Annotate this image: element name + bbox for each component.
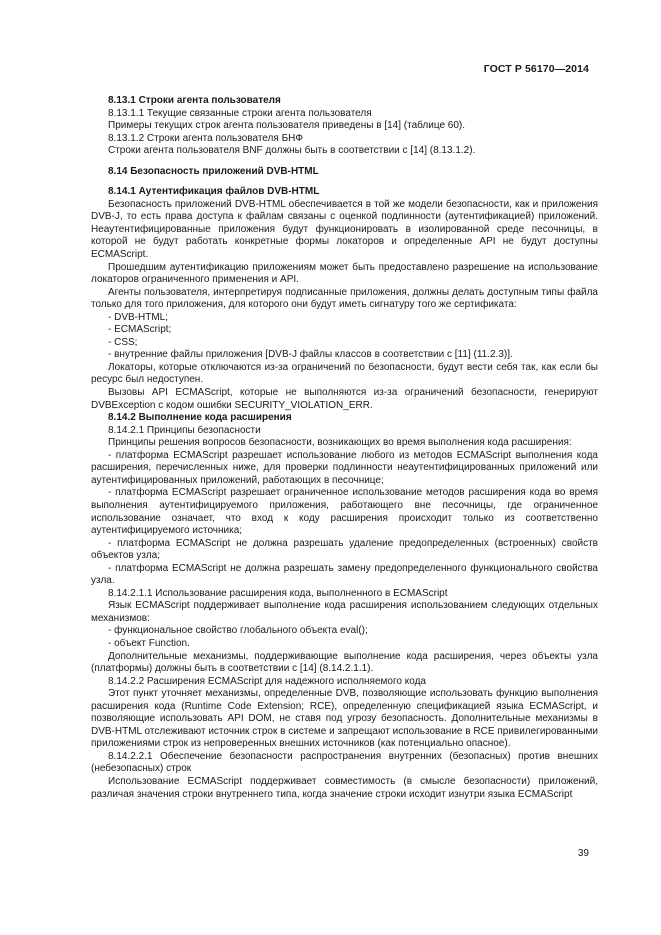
section-heading: 8.14 Безопасность приложений DVB-HTML: [108, 165, 319, 177]
body-paragraph: Этот пункт уточняет механизмы, определенные DVB, позволяющие использовать функцию выполнения расширения кода (Runtime Code Extension; RCE), определенную спецификацией языка ECMAScript, и позволяющие использовать API DOM, не ставя под угрозу безопасность. Дополнительные механизмы в DVB-HTML отслеживают источник строк в системе и запрещают использование в RCE привилегированными приложениями строк из непроверенных внешних источников (как потенциально опасное).: [91, 688, 598, 750]
page-number: 39: [577, 848, 589, 859]
body-paragraph: - внутренние файлы приложения [DVB-J файлы классов в соответствии с [11] (11.2.3)].: [108, 349, 513, 361]
body-paragraph: 8.14.2.2 Расширения ECMAScript для надежного исполняемого кода: [108, 675, 426, 687]
body-paragraph: Использование ECMAScript поддерживает совместимость (в смысле безопасности) приложений, различая значения строки внутреннего типа, когда значение строки исходит изнутри языка ECMAScript: [91, 775, 598, 800]
body-paragraph: Примеры текущих строк агента пользователя приведены в [14] (таблице 60).: [108, 120, 466, 132]
body-paragraph: 8.13.1.1 Текущие связанные строки агента пользователя: [108, 107, 372, 119]
section-heading: 8.14.1 Аутентификация файлов DVB-HTML: [108, 186, 320, 198]
body-paragraph: 8.14.2.1 Принципы безопасности: [108, 424, 261, 436]
section-heading: 8.13.1 Строки агента пользователя: [108, 95, 281, 106]
running-header: ГОСТ Р 56170—2014: [483, 63, 589, 75]
body-paragraph: Вызовы API ECMAScript, которые не выполняются из-за ограничений безопасности, генерируют DVBException с кодом ошибки SECURITY_VIOLATION_ERR.: [91, 387, 598, 411]
body-paragraph: - DVB-HTML;: [108, 311, 168, 323]
body-paragraph: - объект Function.: [108, 637, 190, 649]
body-paragraph: Прошедшим аутентификацию приложениям может быть предоставлено разрешение на использование локаторов ограниченного применения и API.: [91, 261, 598, 286]
body-paragraph: - ECMAScript;: [108, 324, 172, 336]
body-paragraph: Локаторы, которые отключаются из-за ограничений по безопасности, будут вести себя так, как если бы ресурс был недоступен.: [91, 361, 598, 386]
body-paragraph: - платформа ECMAScript разрешает использование любого из методов ECMAScript выполнения кода расширения, перечисленных ниже, для проверки подлинности неаутентифицированных приложений или аутентифицированных приложений, работающих в песочнице;: [91, 449, 598, 486]
body-paragraph: Принципы решения вопросов безопасности, возникающих во время выполнения кода расширения:: [108, 437, 572, 449]
body-paragraph: - CSS;: [108, 336, 138, 348]
section-heading: 8.14.2 Выполнение кода расширения: [108, 412, 292, 424]
body-paragraph: Строки агента пользователя BNF должны быть в соответствии с [14] (8.13.1.2).: [108, 145, 476, 157]
body-paragraph: Язык ECMAScript поддерживает выполнение кода расширения использованием следующих отдельных механизмов:: [91, 600, 598, 624]
body-paragraph: 8.13.1.2 Строки агента пользователя БНФ: [108, 132, 303, 144]
body-paragraph: 8.14.2.2.1 Обеспечение безопасности распространения внутренних (безопасных) против внешних (небезопасных) строк: [91, 750, 598, 775]
body-paragraph: - платформа ECMAScript не должна разрешать замену предопределенного функционального свойства узла.: [91, 562, 598, 587]
body-paragraph: Дополнительные механизмы, поддерживающие выполнение кода расширения, через объекты узла (платформы) должны быть в соответствии с [14] (8.14.2.1.1).: [91, 650, 598, 675]
body-paragraph: - платформа ECMAScript не должна разрешать удаление предопределенных (встроенных) свойств объектов узла;: [91, 537, 598, 562]
body-paragraph: Безопасность приложений DVB-HTML обеспечивается в той же модели безопасности, как и приложения DVB-J, то есть права доступа к файлам связаны с оценкой подлинности (аутентификацией) приложений. Неаутентифицированные приложения будут функционировать в изолированной среде песочницы, в которой не будут работать конкретные формы локаторов и определенные API не будут доступны ECMAScript.: [91, 198, 598, 261]
body-paragraph: - платформа ECMAScript разрешает ограниченное использование методов расширения кода во время выполнения аутентифицируемого приложения, работающего вне песочницы, где ограниченное использование означает, что вход к коду расширения происходит только из соответственно аутентифицируемого источника;: [91, 487, 598, 537]
body-paragraph: - функциональное свойство глобального объекта eval();: [108, 625, 368, 637]
body-paragraph: Агенты пользователя, интерпретируя подписанные приложения, должны делать доступным типы файла только для того приложения, для которого они будут иметь сигнатуру того же сертификата:: [91, 286, 598, 311]
body-paragraph: 8.14.2.1.1 Использование расширения кода, выполненного в ECMAScript: [108, 587, 448, 599]
document-body: [91, 95, 598, 801]
